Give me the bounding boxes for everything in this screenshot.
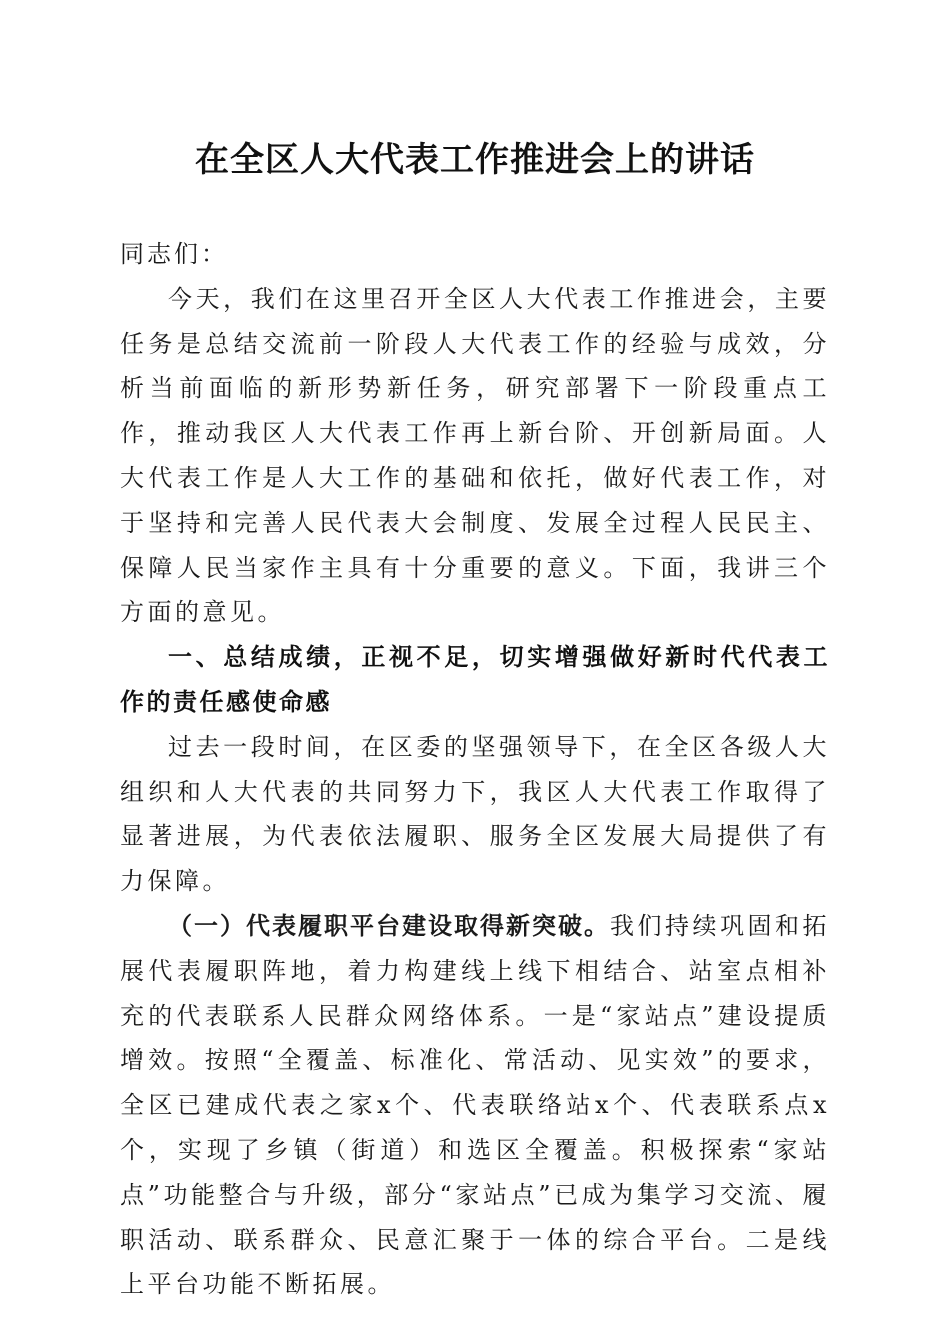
subsection-1-body: 我们持续巩固和拓展代表履职阵地，着力构建线上线下相结合、站室点相补充的代表联系人民群众网络体系。一是“家站点”建设提质增效。按照“全覆盖、标准化、常活动、见实效”的要求，全区已建成代表之家x个、代表联络站x个、代表联系点x个，实现了乡镇（街道）和选区全覆盖。积极探索“家站点”功能整合与升级，部分“家站点”已成为集学习交流、履职活动、联系群众、民意汇聚于一体的综合平台。二是线上平台功能不断拓展。 — [120, 911, 830, 1299]
document-title: 在全区人大代表工作推进会上的讲话 — [195, 140, 755, 180]
intro-paragraph: 今天，我们在这里召开全区人大代表工作推进会，主要任务是总结交流前一阶段人大代表工作的经验与成效，分析当前面临的新形势新任务，研究部署下一阶段重点工作，推动我区人大代表工作再上新台阶、开创新局面。人大代表工作是人大工作的基础和依托，做好代表工作，对于坚持和完善人民代表大会制度、发展全过程人民民主、保障人民当家作主具有十分重要的意义。下面，我讲三个方面的意见。 — [120, 284, 830, 627]
section-heading-1: 一、总结成绩，正视不足，切实增强做好新时代代表工作的责任感使命感 — [120, 643, 830, 716]
section-1-intro-paragraph: 过去一段时间，在区委的坚强领导下，在全区各级人大组织和人大代表的共同努力下，我区人大代表工作取得了显著进展，为代表依法履职、服务全区发展大局提供了有力保障。 — [120, 732, 830, 896]
subsection-1-paragraph — [120, 904, 830, 1307]
subsection-heading-1: （一）代表履职平台建设取得新突破。 — [168, 911, 610, 940]
document-body — [120, 232, 830, 1307]
salutation: 同志们： — [120, 240, 228, 268]
